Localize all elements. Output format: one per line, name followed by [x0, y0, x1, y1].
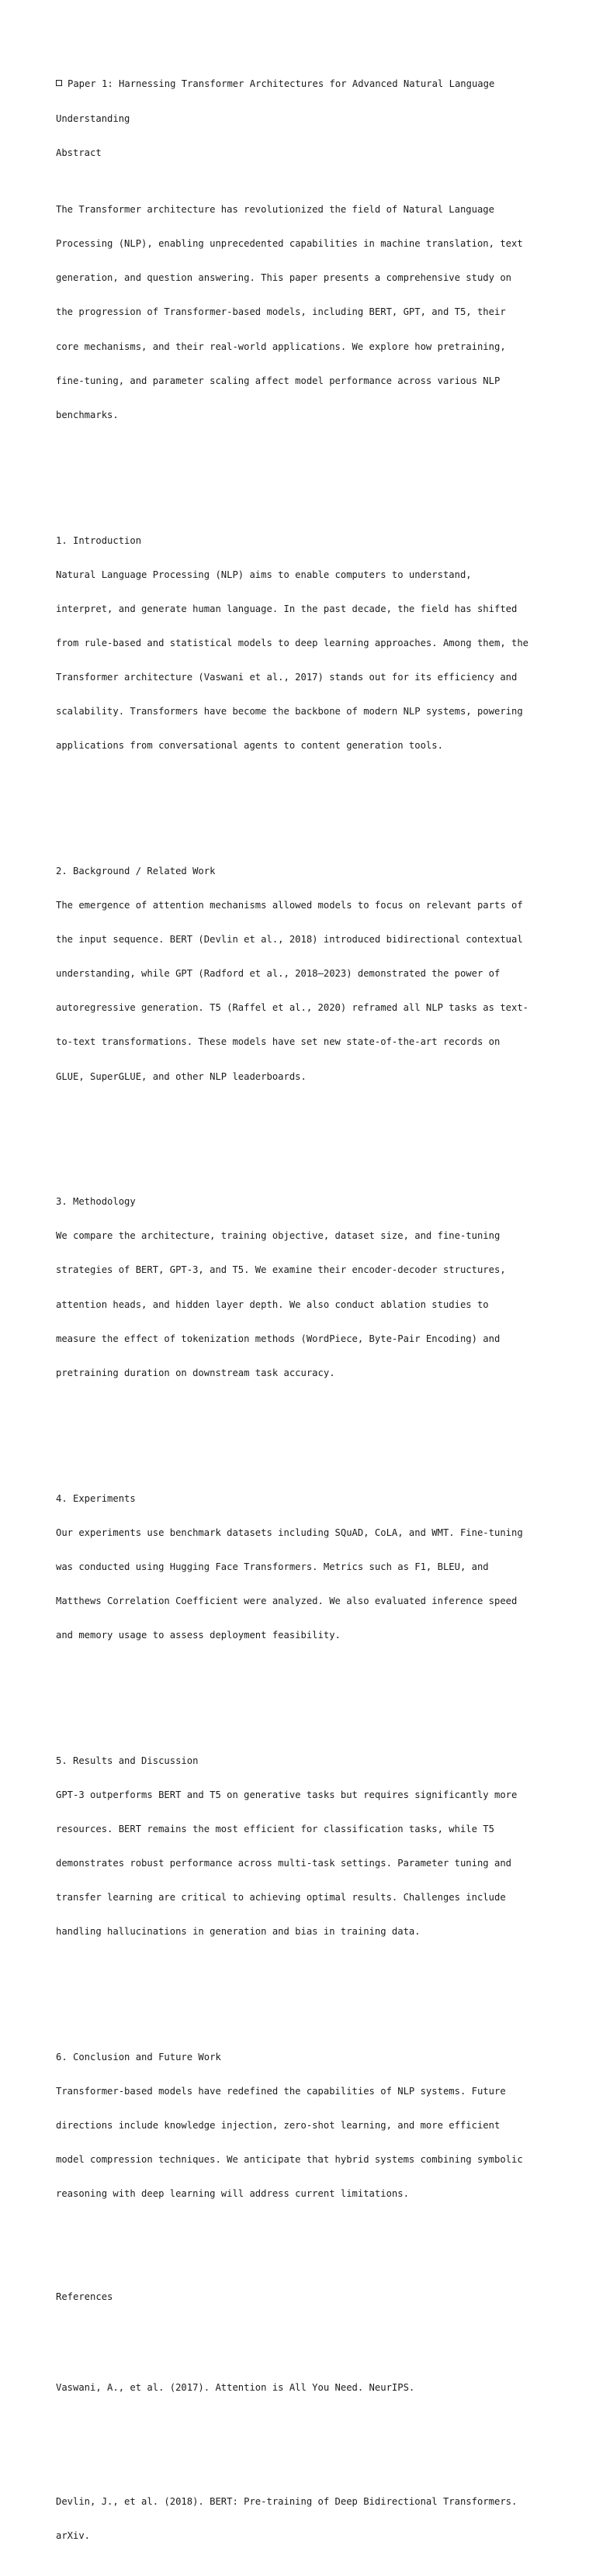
section-line: Transformer-based models have redefined the capabilities of NLP systems. Future — [56, 2086, 506, 2097]
section-line: applications from conversational agents to content generation tools. — [56, 740, 443, 752]
section-line: understanding, while GPT (Radford et al., 2018–2023) demonstrated the power of — [56, 968, 501, 980]
reference-item — [56, 2360, 545, 2417]
section-background — [56, 842, 545, 1105]
section-line: from rule-based and statistical models to deep learning approaches. Among them, the — [56, 637, 529, 648]
section-results — [56, 1732, 545, 1960]
section-experiments — [56, 1470, 545, 1664]
paper-title-continuation: Understanding — [56, 112, 130, 124]
abstract-line: the progression of Transformer-based models, including BERT, GPT, and T5, their — [56, 306, 506, 318]
section-introduction — [56, 512, 545, 774]
section-line: handling hallucinations in generation and bias in training data. — [56, 1926, 421, 1938]
section-line: strategies of BERT, GPT-3, and T5. We examine their encoder-decoder structures, — [56, 1264, 506, 1276]
abstract-body — [56, 182, 545, 444]
abstract-line: benchmarks. — [56, 409, 119, 420]
section-line: GLUE, SuperGLUE, and other NLP leaderboards. — [56, 1070, 307, 1082]
reference-item — [56, 2474, 545, 2565]
paper-page — [56, 56, 545, 2576]
section-line: and memory usage to assess deployment feasibility. — [56, 1629, 341, 1641]
references-heading: References — [56, 2291, 113, 2302]
paper-title: Paper 1: Harnessing Transformer Architectures for Advanced Natural Language — [68, 78, 495, 90]
section-line: to-text transformations. These models have set new state-of-the-art records on — [56, 1036, 501, 1048]
section-line: was conducted using Hugging Face Transformers. Metrics such as F1, BLEU, and — [56, 1561, 489, 1572]
section-line: pretraining duration on downstream task accuracy. — [56, 1367, 335, 1378]
abstract-line: The Transformer architecture has revolutionized the field of Natural Language — [56, 204, 494, 216]
reference-line: arXiv. — [56, 2530, 91, 2542]
section-line: interpret, and generate human language. In the past decade, the field has shifted — [56, 603, 518, 614]
section-line: autoregressive generation. T5 (Raffel et al., 2020) reframed all NLP tasks as text- — [56, 1002, 529, 1014]
section-line: We compare the architecture, training objective, dataset size, and fine-tuning — [56, 1230, 501, 1242]
abstract-line: fine-tuning, and parameter scaling affect model performance across various NLP — [56, 375, 501, 386]
section-line: resources. BERT remains the most efficient for classification tasks, while T5 — [56, 1823, 494, 1834]
section-line: The emergence of attention mechanisms allowed models to focus on relevant parts of — [56, 900, 523, 911]
section-heading: 4. Experiments — [56, 1492, 136, 1504]
section-heading: 3. Methodology — [56, 1196, 136, 1208]
section-line: demonstrates robust performance across multi-task settings. Parameter tuning and — [56, 1858, 511, 1869]
abstract-line: Processing (NLP), enabling unprecedented capabilities in machine translation, text — [56, 238, 523, 250]
section-line: transfer learning are critical to achieving optimal results. Challenges include — [56, 1892, 506, 1903]
abstract-line: core mechanisms, and their real-world applications. We explore how pretraining, — [56, 341, 506, 352]
reference-line: Vaswani, A., et al. (2017). Attention is All You Need. NeurIPS. — [56, 2382, 415, 2394]
reference-line: Devlin, J., et al. (2018). BERT: Pre-training of Deep Bidirectional Transformers. — [56, 2496, 518, 2508]
section-heading: 6. Conclusion and Future Work — [56, 2051, 221, 2063]
section-line: reasoning with deep learning will address current limitations. — [56, 2188, 409, 2200]
abstract-line: generation, and question answering. This paper presents a comprehensive study on — [56, 272, 511, 284]
section-line: attention heads, and hidden layer depth. We also conduct ablation studies to — [56, 1298, 489, 1310]
section-conclusion — [56, 2029, 545, 2223]
section-line: the input sequence. BERT (Devlin et al., 2018) introduced bidirectional contextual — [56, 934, 523, 946]
abstract-heading: Abstract — [56, 147, 102, 158]
section-line: Natural Language Processing (NLP) aims to enable computers to understand, — [56, 569, 472, 580]
section-line: directions include knowledge injection, zero-shot learning, and more efficient — [56, 2120, 501, 2132]
section-line: GPT-3 outperforms BERT and T5 on generative tasks but requires significantly more — [56, 1789, 518, 1800]
section-heading: 1. Introduction — [56, 534, 142, 546]
section-line: measure the effect of tokenization methods (WordPiece, Byte-Pair Encoding) and — [56, 1333, 501, 1344]
section-line: Matthews Correlation Coefficient were analyzed. We also evaluated inference speed — [56, 1595, 518, 1606]
section-heading: 2. Background / Related Work — [56, 865, 216, 877]
section-methodology — [56, 1174, 545, 1402]
section-line: Transformer architecture (Vaswani et al., 2017) stands out for its efficiency and — [56, 671, 518, 683]
section-heading: 5. Results and Discussion — [56, 1755, 199, 1766]
document-icon — [56, 80, 62, 86]
section-line: model compression techniques. We anticipate that hybrid systems combining symbolic — [56, 2154, 523, 2166]
section-line: Our experiments use benchmark datasets including SQuAD, CoLA, and WMT. Fine-tuning — [56, 1527, 523, 1538]
section-line: scalability. Transformers have become the backbone of modern NLP systems, powering — [56, 706, 523, 717]
paper-title-line — [56, 78, 545, 90]
